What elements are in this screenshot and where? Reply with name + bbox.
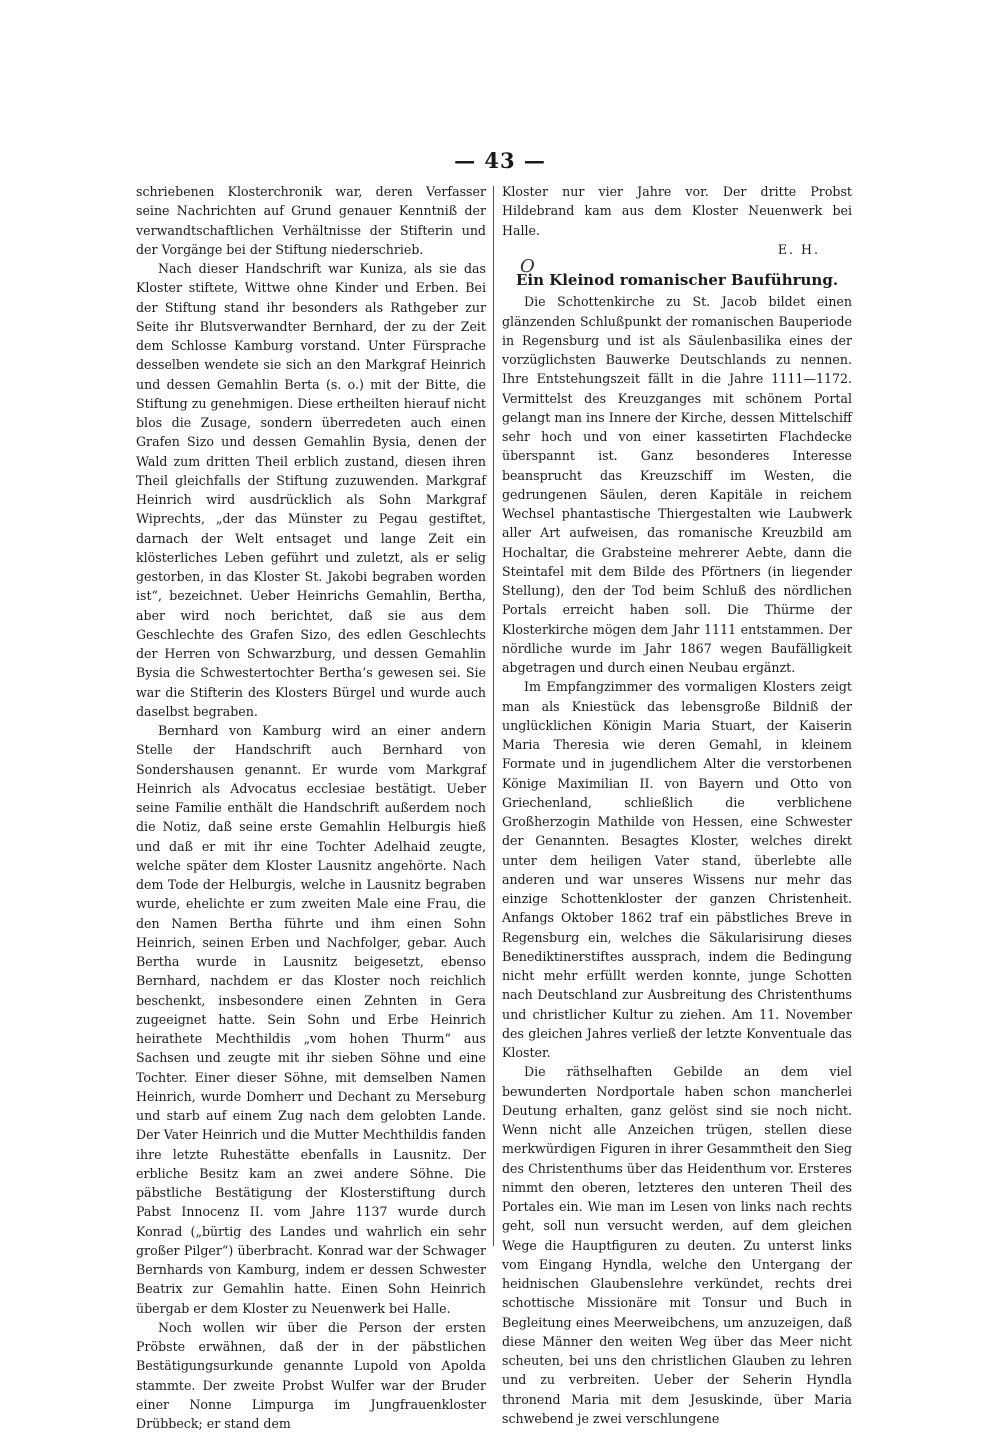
left-column xyxy=(136,182,486,1433)
paragraph: schriebenen Klosterchronik war, deren Verfasser seine Nachrichten auf Grund genauer Kenntniß der verwandtschaftlichen Verhältnisse der Stifterin und der Vorgänge bei der Stiftung niederschrieb. xyxy=(136,184,486,257)
page-number: — 43 — xyxy=(454,148,546,173)
paragraph: Noch wollen wir über die Person der ersten Pröbste erwähnen, daß der in der päbstlichen Bestätigungsurkunde genannte Lupold von Apolda stammte. Der zweite Probst Wulfer war der Bruder einer Nonne Limpurga im Jungfrauenkloster Drübbeck; er stand dem xyxy=(136,1319,486,1431)
paragraph: Nach dieser Handschrift war Kuniza, als sie das Kloster stiftete, Wittwe ohne Kinder und Erben. Bei der Stiftung stand ihr besonders als Rathgeber zur Seite ihr Blutsverwandter Bernhard, der zu der Zeit dem Schlosse Kamburg vorstand. Unter Fürsprache desselben wendete sie sich an den Markgraf Heinrich und dessen Gemahlin Berta (s. o.) mit der Bitte, die Stiftung zu genehmigen. Diese ertheilten hierauf nicht blos die Zusage, sondern überredeten auch einen Grafen Sizo und dessen Gemahlin Bysia, denen der Wald zum dritten Theil erblich zustand, diesen ihren Theil gleichfalls der Stiftung zuzuwenden. Markgraf Heinrich wird ausdrücklich als Sohn Markgraf Wiprechts, „der das Münster zu Pegau gestiftet, darnach der Welt entsaget und lange Zeit ein klösterliches Leben geführt und zuletzt, als er selig gestorben, in das Kloster St. Jakobi begraben worden ist“, bezeichnet. Ueber Heinrichs Gemahlin, Bertha, aber wird noch berichtet, daß sie aus dem Geschlechte des Grafen Sizo, des edlen Geschlechts der Herren von Schwarzburg, und dessen Gemahlin Bysia die Schwestertochter Bertha’s gewesen sei. Sie war die Stifterin des Klosters Bürgel und wurde auch daselbst begraben. xyxy=(136,261,486,719)
paragraph: Die räthselhaften Gebilde an dem viel bewunderten Nordportale haben schon mancherlei Deutung erhalten, ganz gelöst sind sie noch nicht. Wenn nicht alle Anzeichen trügen, stellen diese merkwürdigen Figuren in ihrer Gesammtheit den Sieg des Christenthums über das Heidenthum vor. Ersteres nimmt den oberen, letzteres den unteren Theil des Portales ein. Wie man im Lesen von links nach rechts geht, soll nun versucht werden, auf dem gleichen Wege die Hauptfiguren zu deuten. Zu unterst links vom Eingang Hyndla, welche den Untergang der heidnischen Glaubenslehre verkündet, rechts drei schottische Missionäre mit Tonsur und Buch in Begleitung eines Meerweibchens, um anzuzeigen, daß diese Männer den weiten Weg über das Meer nicht scheuten, bei uns den christlichen Glauben zu lehren und zu verbreiten. Ueber der Seherin Hyndla thronend Maria mit dem Jesuskinde, über Maria schwebend je zwei verschlungene xyxy=(502,1064,852,1426)
author-signature: E. H. xyxy=(777,241,820,257)
paragraph: Im Empfangzimmer des vormaligen Klosters zeigt man als Kniestück das lebensgroße Bildniß der unglücklichen Königin Maria Stuart, der Kaiserin Maria Theresia wie deren Gemahl, in kleinem Formate und in jugendlichem Alter die verstorbenen Könige Maximilian II. von Bayern und Otto von Griechenland, schließlich die verblichene Großherzogin Mathilde von Hessen, eine Schwester der Genannten. Besagtes Kloster, welches direkt unter dem heiligen Vater stand, überlebte alle anderen und war unseres Wissens nur mehr das einzige Schottenkloster der ganzen Christenheit. Anfangs Oktober 1862 traf ein päbstliches Breve in Regensburg ein, welches die Säkularisirung dieses Benediktinerstiftes aussprach, indem die Bedingung nicht mehr erfüllt werden konnte, junge Schotten nach Deutschland zur Ausbreitung des Christenthums und christlicher Kultur zu ziehen. Am 11. November des gleichen Jahres verließ der letzte Konventuale das Kloster. xyxy=(502,679,852,1060)
section-title xyxy=(502,256,852,290)
paragraph: Bernhard von Kamburg wird an einer andern Stelle der Handschrift auch Bernhard von Sondershausen genannt. Er wurde vom Markgraf Heinrich als Advocatus ecclesiae bestätigt. Ueber seine Familie enthält die Handschrift außerdem noch die Notiz, daß seine erste Gemahlin Helburgis hieß und daß er mit ihr eine Tochter Adelhaid zeugte, welche später dem Kloster Lausnitz angehörte. Nach dem Tode der Helburgis, welche in Lausnitz begraben wurde, ehelichte er zum zweiten Male eine Frau, die den Namen Bertha führte und ihm einen Sohn Heinrich, seinen Erben und Nachfolger, gebar. Auch Bertha wurde in Lausnitz beigesetzt, ebenso Bernhard, nachdem er das Kloster noch reichlich beschenkt, insbesondere einen Zehnten in Gera zugeeignet hatte. Sein Sohn und Erbe Heinrich heirathete Mechthildis „vom hohen Thurm“ aus Sachsen und zeugte mit ihr sieben Söhne und eine Tochter. Einer dieser Söhne, mit demselben Namen Heinrich, wurde Domherr und Dechant zu Merseburg und starb auf einem Zug nach dem gelobten Lande. Der Vater Heinrich und die Mutter Mechthildis fanden ihre letzte Ruhestätte ebenfalls in Lausnitz. Der erbliche Besitz kam an zwei andere Söhne. Die päbstliche Bestätigung der Klosterstiftung durch Pabst Innocenz II. vom Jahre 1137 wurde durch Konrad („bürtig des Landes und wahrlich ein sehr großer Pilger“) überbracht. Konrad war der Schwager Bernhards von Kamburg, indem er dessen Schwester Beatrix zur Gemahlin hatte. Einen Sohn Heinrich übergab er dem Kloster zu Neuenwerk bei Halle. xyxy=(136,723,486,1316)
margin-annotation: O xyxy=(520,256,535,277)
section-title-text: Ein Kleinod romanischer Bauführung. xyxy=(515,271,839,289)
right-column xyxy=(502,182,852,1428)
paragraph: Kloster nur vier Jahre vor. Der dritte Probst Hildebrand kam aus dem Kloster Neuenwerk bei Halle. xyxy=(502,184,852,238)
paragraph: Die Schottenkirche zu St. Jacob bildet einen glänzenden Schlußpunkt der romanischen Bauperiode in Regensburg und ist als Säulenbasilika eines der vorzüglichsten Bauwerke Deutschlands zu nennen. Ihre Entstehungszeit fällt in die Jahre 1111—1172. Vermittelst des Kreuzganges mit schönem Portal gelangt man ins Innere der Kirche, dessen Mittelschiff sehr hoch und von einer kassetirten Flachdecke überspannt ist. Ganz besonderes Interesse beansprucht das Kreuzschiff im Westen, die gedrungenen Säulen, deren Kapitäle in reichem Wechsel phantastische Thiergestalten wie Laubwerk aller Art aufweisen, das romanische Kreuzbild am Hochaltar, die Grabsteine mehrerer Aebte, dann die Steintafel mit dem Bilde des Pförtners (in liegender Stellung), den der Tod beim Schluß des nördlichen Portals erreicht haben soll. Die Thürme der Klosterkirche mögen dem Jahr 1111 entstammen. Der nördliche wurde im Jahr 1867 wegen Baufälligkeit abgetragen und durch einen Neubau ergänzt. xyxy=(502,294,852,675)
column-divider xyxy=(493,186,494,1246)
